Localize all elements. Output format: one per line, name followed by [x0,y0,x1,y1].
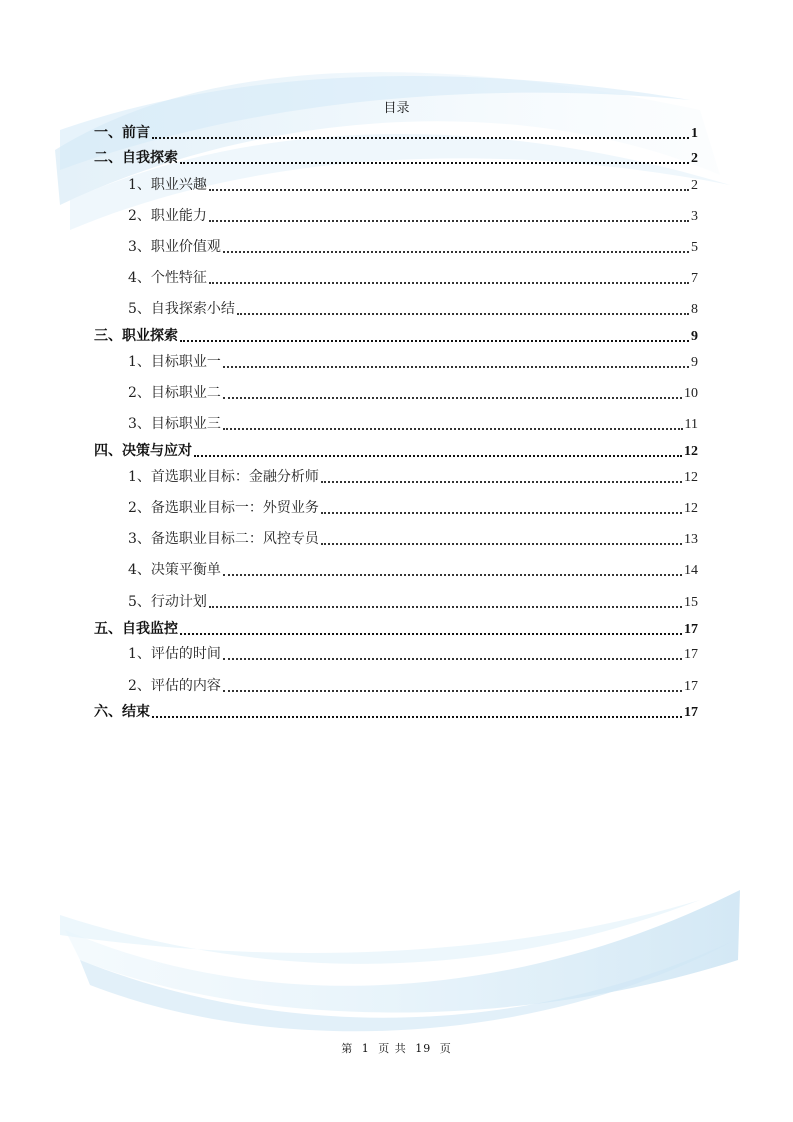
toc-entry-label: 5、行动计划 [128,594,207,610]
footer-total-pages: 19 [415,1042,432,1055]
toc-page-number: 9 [691,355,698,370]
toc-entry-personality[interactable] [128,267,698,287]
toc-entry-self-monitoring[interactable] [94,618,698,638]
toc-entry-label: 一、前言 [94,125,150,141]
toc-page-number: 2 [691,178,698,193]
toc-entry-decision-balance[interactable] [128,559,698,579]
toc-entry-evaluation-content[interactable] [128,675,698,695]
toc-page-number: 11 [684,417,698,432]
toc-page-number: 12 [684,470,698,485]
toc-entry-target-career-2[interactable] [128,382,698,402]
toc-entry-label: 六、结束 [94,704,150,720]
toc-entry-label: 1、目标职业一 [128,354,221,370]
toc-entry-career-values[interactable] [128,236,698,256]
footer-mid: 页 共 [378,1042,407,1055]
page-footer [0,1040,793,1056]
toc-entry-self-summary[interactable] [128,298,698,318]
toc-entry-label: 3、目标职业三 [128,416,221,432]
dot-leader [180,633,682,635]
toc-page-number: 15 [684,595,698,610]
dot-leader [152,716,682,718]
toc-entry-label: 三、职业探索 [94,328,178,344]
toc-entry-label: 1、首选职业目标：金融分析师 [128,469,319,485]
toc-entry-label: 2、职业能力 [128,208,207,224]
dot-leader [209,606,682,608]
dot-leader [209,282,689,284]
toc-entry-label: 3、备选职业目标二：风控专员 [128,531,319,547]
toc-entry-label: 1、职业兴趣 [128,177,207,193]
toc-page-number: 2 [691,151,698,166]
toc-entry-label: 五、自我监控 [94,621,178,637]
footer-suffix: 页 [439,1042,452,1055]
toc-page-number: 10 [684,386,698,401]
dot-leader [321,481,682,483]
toc-entry-career-ability[interactable] [128,205,698,225]
toc-page-number: 9 [691,329,698,344]
toc-entry-alt-goal-2[interactable] [128,528,698,548]
toc-entry-label: 4、决策平衡单 [128,562,221,578]
dot-leader [223,366,689,368]
page-title: 目录 [383,101,410,116]
toc-entry-self-exploration[interactable] [94,147,698,167]
toc-entry-decision[interactable] [94,440,698,460]
footer-current-page: 1 [361,1042,370,1055]
toc-entry-label: 2、评估的内容 [128,678,221,694]
dot-leader [209,220,689,222]
toc-page-number: 14 [684,563,698,578]
toc-page-number: 17 [684,679,698,694]
dot-leader [223,658,682,660]
dot-leader [237,313,689,315]
dot-leader [194,455,682,457]
dot-leader [321,512,682,514]
toc-entry-alt-goal-1[interactable] [128,497,698,517]
toc-entry-target-career-1[interactable] [128,351,698,371]
toc-entry-career-interest[interactable] [128,174,698,194]
toc-entry-action-plan[interactable] [128,591,698,611]
toc-page-number: 17 [684,622,698,637]
toc-page-number: 13 [684,532,698,547]
dot-leader [209,189,689,191]
dot-leader [223,428,683,430]
footer-prefix: 第 [341,1042,354,1055]
dot-leader [152,137,689,139]
toc-entry-label: 二、自我探索 [94,150,178,166]
toc-entry-evaluation-time[interactable] [128,643,698,663]
toc-entry-label: 3、职业价值观 [128,239,221,255]
toc-entry-label: 4、个性特征 [128,270,207,286]
dot-leader [180,162,689,164]
toc-page-number: 12 [684,501,698,516]
toc-entry-target-career-3[interactable] [128,413,698,433]
dot-leader [223,397,682,399]
toc-entry-label: 2、目标职业二 [128,385,221,401]
toc-entry-label: 5、自我探索小结 [128,301,235,317]
toc-entry-primary-goal[interactable] [128,466,698,486]
toc-entry-label: 1、评估的时间 [128,646,221,662]
dot-leader [223,690,682,692]
toc-page-number: 5 [691,240,698,255]
toc-entry-preface[interactable] [94,122,698,142]
dot-leader [180,340,689,342]
dot-leader [223,574,682,576]
toc-page-number: 17 [684,647,698,662]
toc-entry-career-exploration[interactable] [94,325,698,345]
toc-page-number: 1 [691,126,698,141]
dot-leader [321,543,682,545]
toc-page-number: 7 [691,271,698,286]
toc-entry-label: 2、备选职业目标一：外贸业务 [128,500,319,516]
toc-page-number: 17 [684,705,698,720]
toc-page-number: 12 [684,444,698,459]
toc-entry-conclusion[interactable] [94,701,698,721]
toc-page-number: 3 [691,209,698,224]
toc-page-number: 8 [691,302,698,317]
toc-entry-label: 四、决策与应对 [94,443,192,459]
dot-leader [223,251,689,253]
